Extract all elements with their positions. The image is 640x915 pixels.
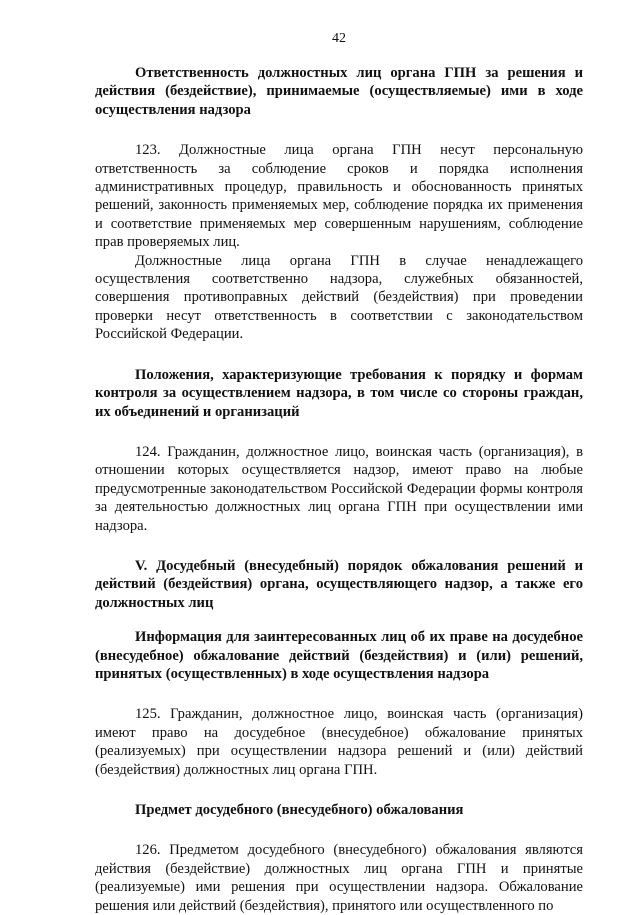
section-heading-control-requirements: Положения, характеризующие требования к порядку и формам контроля за осуществлением надзора, в том числе со стороны граждан, их объединений и организаций (95, 366, 583, 420)
paragraph-123-continued: Должностные лица органа ГПН в случае ненадлежащего осуществления соответственно надзора, служебных обязанностей, совершения противоправных действий (бездействия) при проведении проверки несут ответственность в соответствии с законодательством Российской Федерации. (95, 252, 583, 343)
document-body (95, 64, 583, 915)
section-heading-appeal-information: Информация для заинтересованных лиц об их праве на досудебное (внесудебное) обжалование действий (бездействия) и (или) решений, принятых (осуществленных) в ходе осуществления надзора (95, 629, 583, 682)
chapter-heading-pretrial-appeal: V. Досудебный (внесудебный) порядок обжалования решений и действий (бездействия) органа, осуществляющего надзор, а также его должностных лиц (95, 557, 583, 611)
paragraph-124: 124. Гражданин, должностное лицо, воинская часть (организация), в отношении которых осуществляется надзор, имеют право на любые предусмотренные законодательством Российской Федерации формы контроля за деятельностью должностных лиц органа ГПН при осуществлении ими надзора. (95, 443, 583, 534)
paragraph-123: 123. Должностные лица органа ГПН несут персональную ответственность за соблюдение сроков и порядка исполнения административных процедур, правильность и обоснованность принятых решений, законность применяемых мер, соблюдение порядка их применения и соответствие применяемых мер совершенным нарушениям, соблюдение прав проверяемых лиц. (95, 142, 583, 251)
section-heading-appeal-subject: Предмет досудебного (внесудебного) обжалования (135, 802, 464, 818)
section-heading-responsibility: Ответственность должностных лиц органа ГПН за решения и действия (бездействие), принимаемые (осуществляемые) ими в ходе осуществления надзора (95, 65, 583, 118)
paragraph-126: 126. Предметом досудебного (внесудебного) обжалования являются действия (бездействие) должностных лиц органа ГПН и принятые (реализуемые) ими решения при осуществлении надзора. Обжалование решения или действий (бездействия), принятого или осуществленного по (95, 842, 583, 914)
page-number: 42 (332, 31, 346, 46)
paragraph-125: 125. Гражданин, должностное лицо, воинская часть (организация) имеют право на досудебное (внесудебное) обжалование принятых (реализуемых) при осуществлении надзора решений и (или) действий (бездействия) должностных лиц органа ГПН. (95, 706, 583, 778)
